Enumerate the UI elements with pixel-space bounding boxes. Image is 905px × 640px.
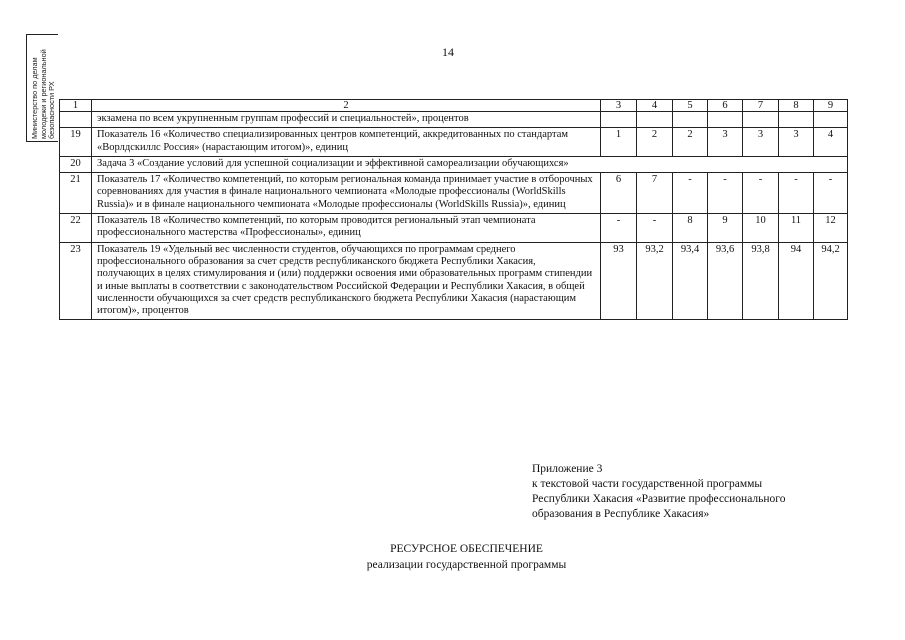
value-cell: 4 bbox=[814, 128, 848, 157]
column-header: 1 bbox=[60, 100, 92, 112]
value-cell: 3 bbox=[743, 128, 779, 157]
value-cell bbox=[708, 112, 743, 128]
row-number: 21 bbox=[60, 173, 92, 214]
value-cell: 93,4 bbox=[673, 242, 708, 320]
value-cell bbox=[637, 112, 673, 128]
value-cell: 2 bbox=[637, 128, 673, 157]
value-cell: 93,8 bbox=[743, 242, 779, 320]
table-row bbox=[60, 173, 848, 214]
appendix-line: Приложение 3 bbox=[532, 463, 603, 475]
value-cell: 94,2 bbox=[814, 242, 848, 320]
value-cell: 12 bbox=[814, 214, 848, 243]
table-row bbox=[60, 112, 848, 128]
row-number: 23 bbox=[60, 242, 92, 320]
value-cell: 10 bbox=[743, 214, 779, 243]
indicator-text: экзамена по всем укрупненным группам профессий и специальностей», процентов bbox=[92, 112, 601, 128]
row-number: 19 bbox=[60, 128, 92, 157]
stamp-line: молодежи и региональной bbox=[38, 49, 48, 139]
value-cell: - bbox=[814, 173, 848, 214]
column-header: 5 bbox=[673, 100, 708, 112]
value-cell: 6 bbox=[601, 173, 637, 214]
section-title: РЕСУРСНОЕ ОБЕСПЕЧЕНИЕ bbox=[390, 543, 543, 555]
row-number bbox=[60, 112, 92, 128]
value-cell: 93,6 bbox=[708, 242, 743, 320]
row-number: 22 bbox=[60, 214, 92, 243]
value-cell bbox=[743, 112, 779, 128]
value-cell: - bbox=[637, 214, 673, 243]
appendix-line: образования в Республике Хакасия» bbox=[532, 508, 710, 520]
value-cell: - bbox=[673, 173, 708, 214]
value-cell: - bbox=[601, 214, 637, 243]
table-row bbox=[60, 128, 848, 157]
value-cell: 9 bbox=[708, 214, 743, 243]
value-cell bbox=[601, 112, 637, 128]
column-header: 8 bbox=[779, 100, 814, 112]
indicator-text: Показатель 18 «Количество компетенций, по которым проводится региональный этап чемпионата профессионального мастерства «Профессионалы», единиц bbox=[92, 214, 601, 243]
table-header-row bbox=[60, 100, 848, 112]
table-row bbox=[60, 242, 848, 320]
value-cell: 94 bbox=[779, 242, 814, 320]
value-cell bbox=[673, 112, 708, 128]
value-cell: 93,2 bbox=[637, 242, 673, 320]
value-cell: 3 bbox=[779, 128, 814, 157]
value-cell: - bbox=[779, 173, 814, 214]
appendix-line: Республики Хакасия «Развитие профессионального bbox=[532, 493, 786, 505]
stamp-line: безопасности РХ bbox=[47, 81, 56, 139]
value-cell: 1 bbox=[601, 128, 637, 157]
table-row bbox=[60, 214, 848, 243]
value-cell: - bbox=[743, 173, 779, 214]
value-cell: 3 bbox=[708, 128, 743, 157]
indicator-text: Показатель 17 «Количество компетенций, по которым региональная команда принимает участие в отборочных соревнованиях для участия в финале национального чемпионата «Молодые профессионалы (WorldSkills Russia)» и в финале национального чемпионата «Молодые профессионалы (WorldSkills Russia)», единиц bbox=[92, 173, 601, 214]
value-cell bbox=[814, 112, 848, 128]
indicator-text: Показатель 19 «Удельный вес численности студентов, обучающихся по программам среднего профессионального образования за счет средств республиканского бюджета Республики Хакасия, получающих в целях стимулирования и (или) поддержки освоения ими образовательных программ стипендии и иные выплаты в соответствии с законодательством Российской Федерации и Республики Хакасия, в общей численности обучающихся за счет средств республиканского бюджета Республики Хакасия (нарастающим итогом)», процентов bbox=[92, 242, 601, 320]
column-header: 3 bbox=[601, 100, 637, 112]
column-header: 6 bbox=[708, 100, 743, 112]
appendix-note bbox=[532, 462, 786, 522]
page-number: 14 bbox=[442, 45, 454, 59]
value-cell: - bbox=[708, 173, 743, 214]
column-header: 7 bbox=[743, 100, 779, 112]
column-header: 9 bbox=[814, 100, 848, 112]
table-row-task bbox=[60, 156, 848, 172]
column-header: 4 bbox=[637, 100, 673, 112]
appendix-line: к текстовой части государственной программы bbox=[532, 478, 763, 490]
stamp-text bbox=[31, 37, 57, 139]
column-header: 2 bbox=[92, 100, 601, 112]
value-cell: 93 bbox=[601, 242, 637, 320]
registration-stamp bbox=[26, 34, 58, 142]
indicators-table bbox=[59, 99, 848, 320]
task-text: Задача 3 «Создание условий для успешной социализации и эффективной самореализации обучающихся» bbox=[92, 156, 848, 172]
row-number: 20 bbox=[60, 156, 92, 172]
indicator-text: Показатель 16 «Количество специализированных центров компетенций, аккредитованных по стандартам «Ворлдскиллс Россия» (нарастающим итогом)», единиц bbox=[92, 128, 601, 157]
section-subtitle: реализации государственной программы bbox=[366, 559, 567, 571]
value-cell: 2 bbox=[673, 128, 708, 157]
value-cell bbox=[779, 112, 814, 128]
value-cell: 7 bbox=[637, 173, 673, 214]
stamp-line: Министерство по делам bbox=[30, 57, 39, 139]
value-cell: 11 bbox=[779, 214, 814, 243]
value-cell: 8 bbox=[673, 214, 708, 243]
